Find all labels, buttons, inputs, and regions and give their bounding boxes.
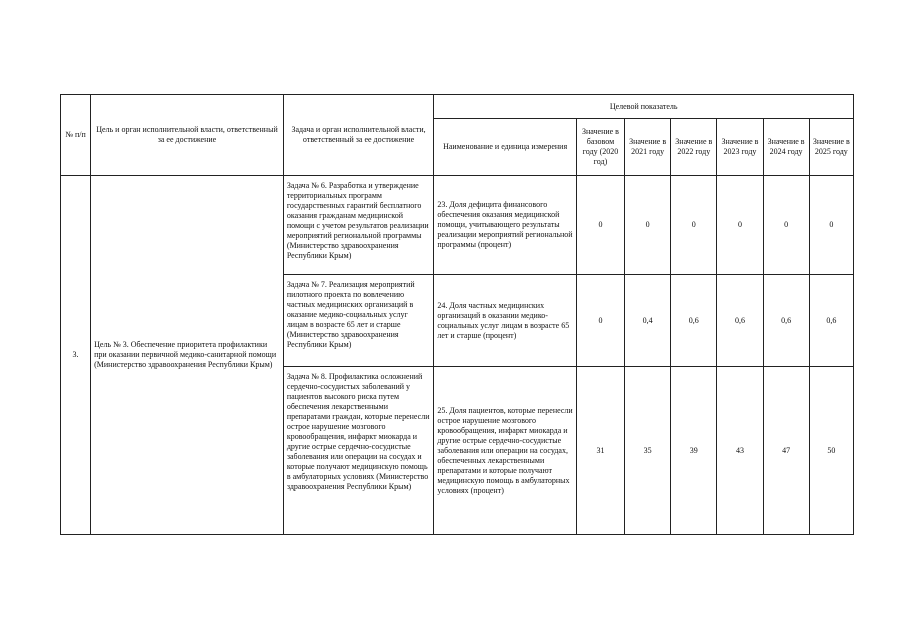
header-goal: Цель и орган исполнительной власти, ответственный за ее достижение xyxy=(91,95,284,176)
task-cell: Задача № 7. Реализация мероприятий пилотного проекта по вовлечению частных медицинских организаций в оказание медико-социальных услуг лицам в возрасте 65 лет и старше (Министерство здравоохранения Республики Крым) xyxy=(283,275,434,367)
value-2024: 0,6 xyxy=(763,275,809,367)
value-2021: 0,4 xyxy=(625,275,671,367)
task-cell: Задача № 6. Разработка и утверждение территориальных программ государственных гарантий бесплатного оказания гражданам медицинской помощи с учетом результатов реализации мероприятий региональной программы (Министерство здравоохранения Республики Крым) xyxy=(283,176,434,275)
header-year-base: Значение в базовом году (2020 год) xyxy=(576,119,624,176)
goal-cell: Цель № 3. Обеспечение приоритета профилактики при оказании первичной медико-санитарной помощи (Министерство здравоохранения Республики Крым) xyxy=(91,176,284,535)
indicator-cell: 24. Доля частных медицинских организаций в оказании медико-социальных услуг лицам в возрасте 65 лет и старше (процент) xyxy=(434,275,577,367)
header-year-2021: Значение в 2021 году xyxy=(625,119,671,176)
header-year-2024: Значение в 2024 году xyxy=(763,119,809,176)
target-indicators-table xyxy=(60,94,854,535)
row-number: 3. xyxy=(61,176,91,535)
value-2024: 0 xyxy=(763,176,809,275)
value-2025: 50 xyxy=(809,367,853,535)
value-2025: 0 xyxy=(809,176,853,275)
value-2023: 0,6 xyxy=(717,275,763,367)
header-indicator-name: Наименование и единица измерения xyxy=(434,119,577,176)
header-target-indicator: Целевой показатель xyxy=(434,95,854,119)
value-2022: 0,6 xyxy=(671,275,717,367)
header-row-top xyxy=(61,95,854,119)
value-2022: 0 xyxy=(671,176,717,275)
header-year-2023: Значение в 2023 году xyxy=(717,119,763,176)
value-2021: 35 xyxy=(625,367,671,535)
header-year-2022: Значение в 2022 году xyxy=(671,119,717,176)
value-base: 0 xyxy=(576,275,624,367)
value-2023: 0 xyxy=(717,176,763,275)
value-base: 0 xyxy=(576,176,624,275)
indicator-cell: 23. Доля дефицита финансового обеспечения оказания медицинской помощи, учитывающего результаты реализации мероприятий региональной программы (процент) xyxy=(434,176,577,275)
task-cell: Задача № 8. Профилактика осложнений сердечно-сосудистых заболеваний у пациентов высокого риска путем обеспечения лекарственными препаратами граждан, которые перенесли острое нарушение мозгового кровообращения, инфаркт миокарда и другие острые сердечно-сосудистые заболевания или операции на сосудах и которые получают медицинскую помощь в амбулаторных условиях (Министерство здравоохранения Республики Крым) xyxy=(283,367,434,535)
value-2025: 0,6 xyxy=(809,275,853,367)
value-2022: 39 xyxy=(671,367,717,535)
header-task: Задача и орган исполнительной власти, ответственный за ее достижение xyxy=(283,95,434,176)
header-year-2025: Значение в 2025 году xyxy=(809,119,853,176)
value-2023: 43 xyxy=(717,367,763,535)
indicator-cell: 25. Доля пациентов, которые перенесли острое нарушение мозгового кровообращения, инфаркт миокарда и другие острые сердечно-сосудистые заболевания или операции на сосудах, обеспеченных лекарственными препаратами и которые получают медицинскую помощь в амбулаторных условиях (процент) xyxy=(434,367,577,535)
value-2021: 0 xyxy=(625,176,671,275)
value-2024: 47 xyxy=(763,367,809,535)
value-base: 31 xyxy=(576,367,624,535)
table-row xyxy=(61,176,854,275)
header-no: № п/п xyxy=(61,95,91,176)
